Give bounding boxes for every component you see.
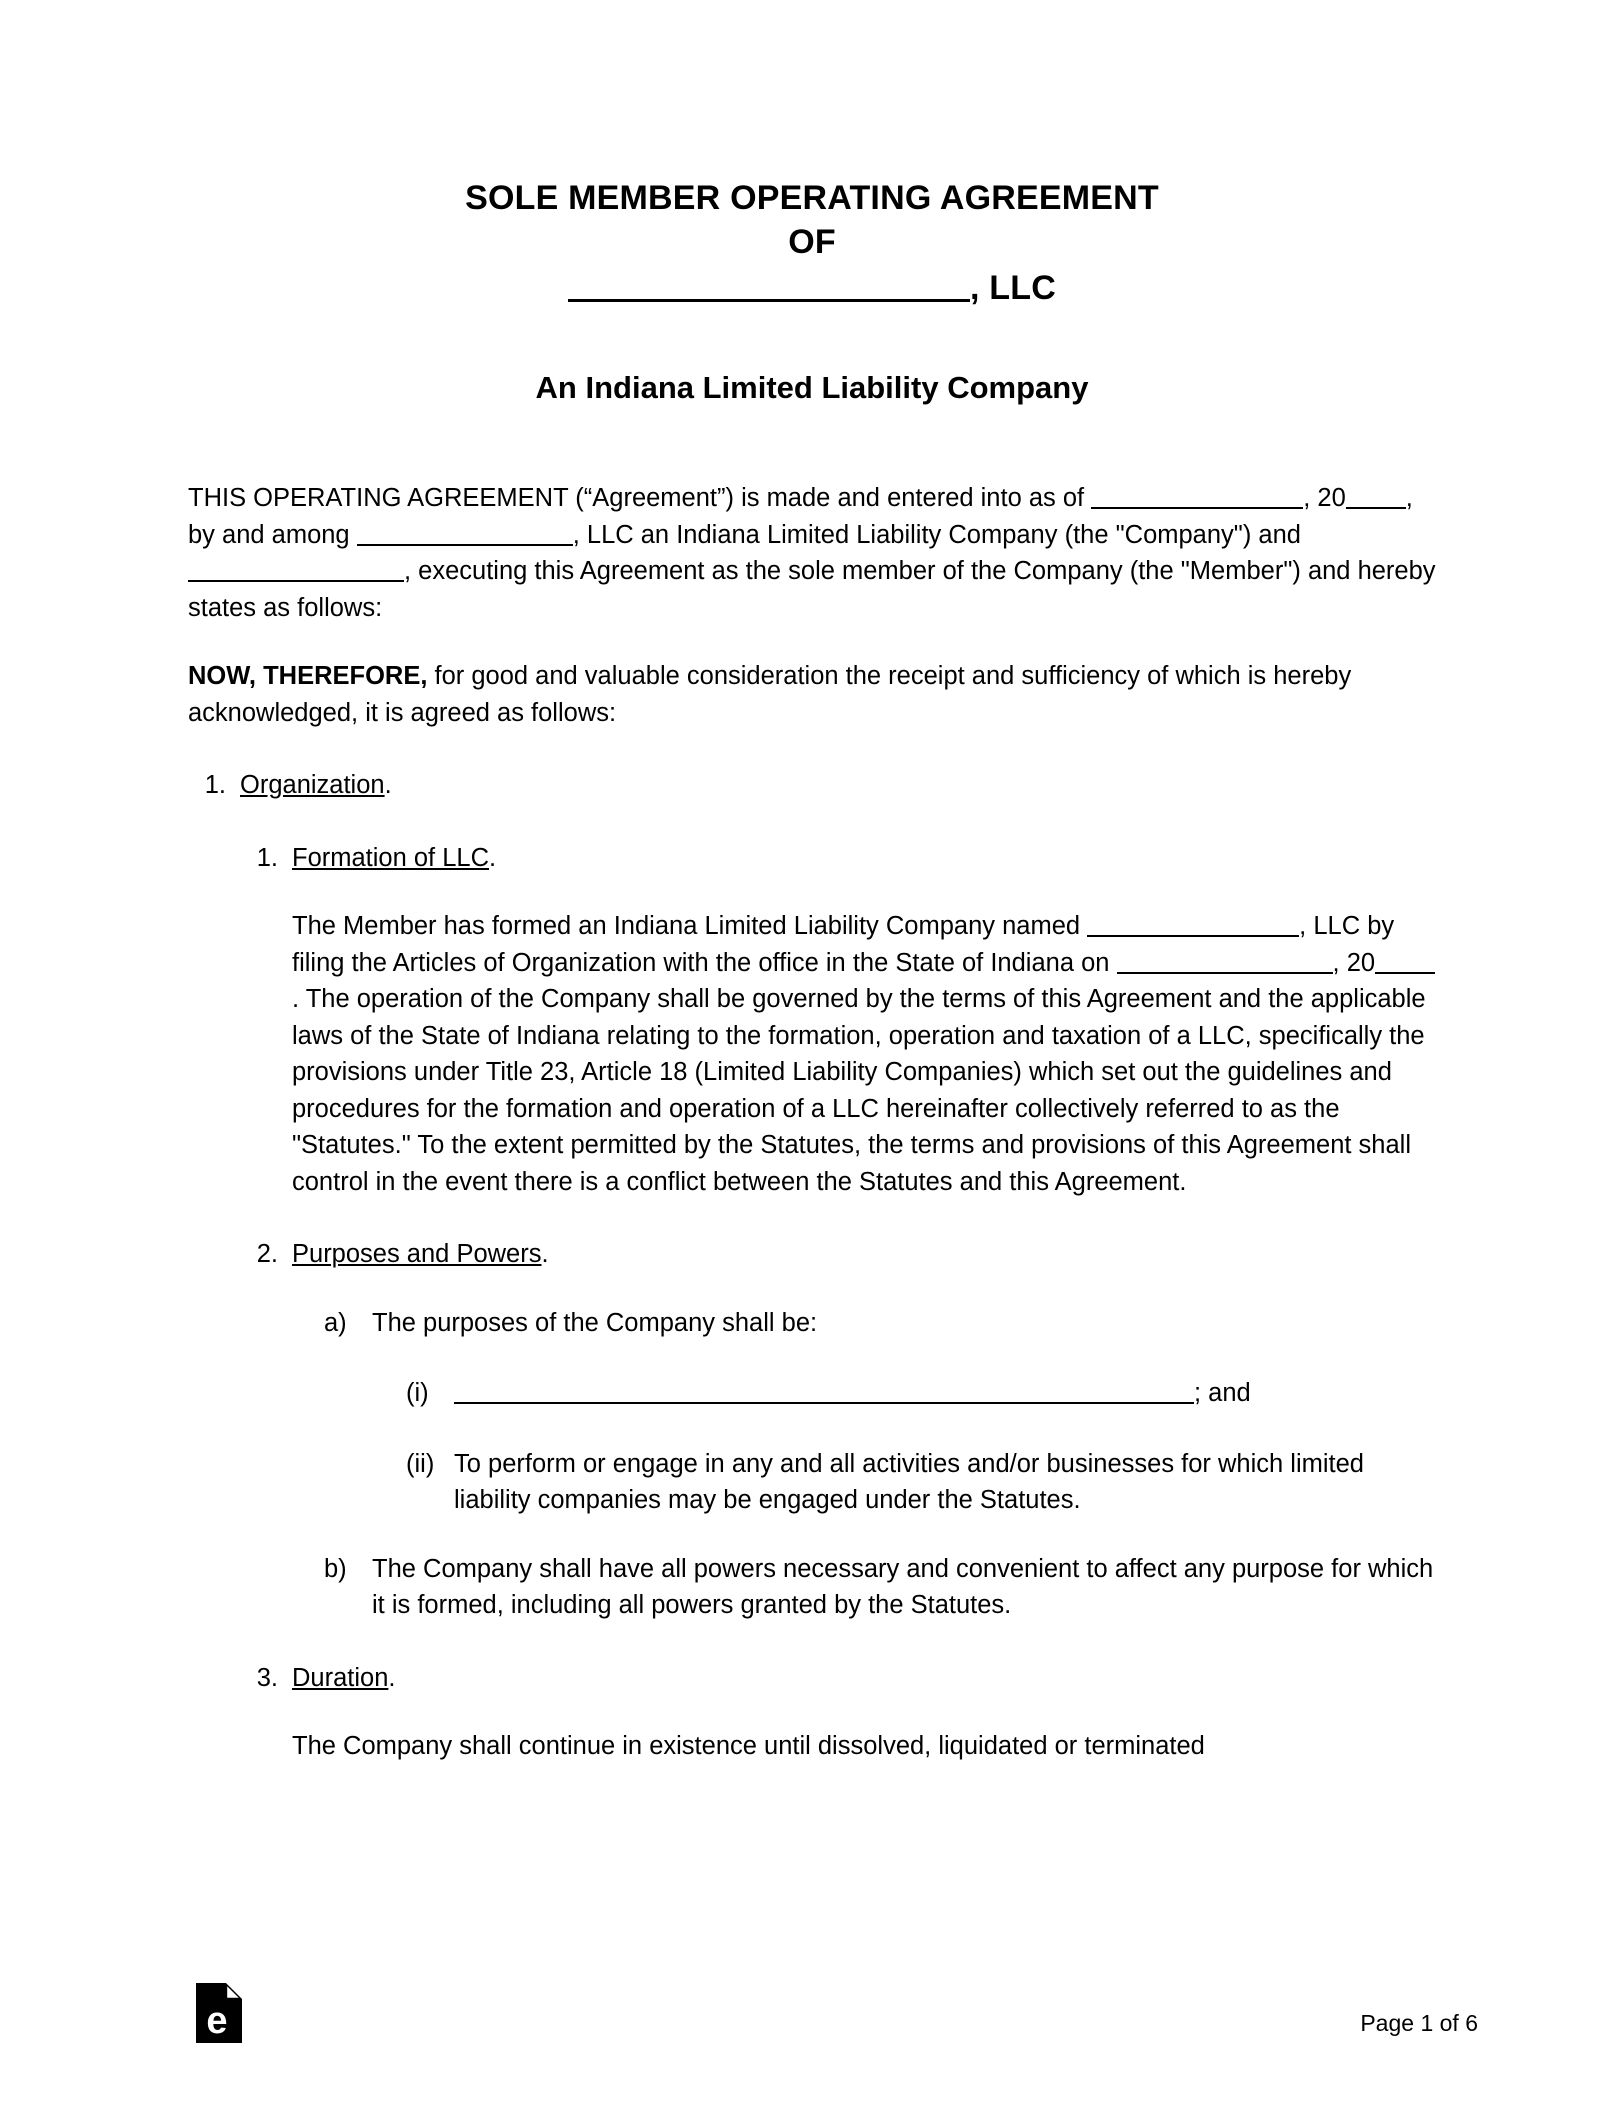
eforms-logo-icon[interactable] bbox=[196, 1983, 242, 2043]
duration-body-paragraph: The Company shall continue in existence until dissolved, liquidated or terminated bbox=[292, 1732, 1205, 1760]
title-llc-suffix: , LLC bbox=[970, 269, 1056, 307]
subsection-purposes-period: . bbox=[541, 1240, 549, 1268]
now-therefore-lead: NOW, THEREFORE, bbox=[188, 662, 428, 690]
intro-member-blank[interactable] bbox=[188, 580, 404, 582]
purposes-item-i bbox=[406, 1375, 1436, 1412]
subsection-purposes-marker: 2. bbox=[256, 1240, 278, 1268]
svg-text:e: e bbox=[206, 2000, 228, 2042]
formation-text-b: , LLC by filing the Articles of Organization with the office in the State of Indiana on bbox=[292, 912, 1395, 977]
purposes-item-b-marker: b) bbox=[324, 1554, 347, 1583]
purposes-item-i-suffix: ; and bbox=[1194, 1379, 1251, 1407]
intro-company-blank[interactable] bbox=[357, 544, 573, 546]
intro-text-d: , LLC an Indiana Limited Liability Company (the "Company") and bbox=[572, 520, 1301, 549]
formation-text-c: , 20 bbox=[1332, 948, 1376, 977]
section-organization-marker: 1. bbox=[204, 771, 226, 799]
subsection-formation-marker: 1. bbox=[256, 843, 278, 872]
purposes-item-ii-text: To perform or engage in any and all activities and/or businesses for which limited liability companies may be engaged under the Statutes. bbox=[454, 1449, 1364, 1514]
purposes-item-a-marker: a) bbox=[324, 1308, 347, 1337]
purpose-description-blank[interactable] bbox=[454, 1402, 1194, 1404]
subsection-formation-of-llc bbox=[240, 840, 1436, 1201]
purposes-item-ii-marker: (ii) bbox=[406, 1449, 435, 1478]
purposes-item-i-marker: (i) bbox=[406, 1379, 429, 1407]
document-content bbox=[188, 0, 1436, 1765]
purposes-item-ii bbox=[406, 1446, 1436, 1519]
title-line-primary: SOLE MEMBER OPERATING AGREEMENT bbox=[465, 179, 1159, 217]
subsection-duration-marker: 3. bbox=[256, 1663, 278, 1692]
now-therefore-paragraph bbox=[188, 658, 1436, 731]
intro-text-b: , 20 bbox=[1303, 484, 1346, 512]
formation-text-a: The Member has formed an Indiana Limited Liability Company named bbox=[292, 912, 1081, 940]
subsection-formation-heading: Formation of LLC bbox=[292, 843, 490, 872]
intro-date-blank[interactable] bbox=[1091, 507, 1303, 509]
section-organization bbox=[188, 767, 1436, 804]
formation-body-paragraph bbox=[292, 908, 1436, 1200]
subsection-purposes-and-powers bbox=[240, 1236, 1436, 1624]
purposes-item-a-text: The purposes of the Company shall be: bbox=[372, 1308, 818, 1337]
subsection-duration-heading: Duration bbox=[292, 1663, 389, 1692]
formation-company-blank[interactable] bbox=[1087, 935, 1299, 937]
title-line-of: OF bbox=[788, 223, 836, 261]
subsection-duration bbox=[240, 1660, 1436, 1765]
intro-paragraph bbox=[188, 480, 1436, 626]
intro-text-a: THIS OPERATING AGREEMENT (“Agreement”) is made and entered into as of bbox=[188, 484, 1085, 512]
intro-text-e: , executing this Agreement as the sole member of the Company (the "Member") and hereby states as follows: bbox=[188, 557, 1436, 622]
document-subtitle: An Indiana Limited Liability Company bbox=[535, 370, 1089, 405]
document-title-block bbox=[188, 0, 1436, 310]
formation-year-blank[interactable] bbox=[1375, 972, 1435, 974]
section-organization-heading: Organization bbox=[240, 771, 385, 799]
purposes-item-b-text: The Company shall have all powers necessary and convenient to affect any purpose for which it is formed, including all powers granted by the Statutes. bbox=[372, 1554, 1434, 1619]
formation-date-blank[interactable] bbox=[1117, 972, 1333, 974]
intro-text-c: , by and among bbox=[188, 484, 1413, 549]
company-name-blank[interactable] bbox=[568, 299, 970, 302]
formation-text-d: . The operation of the Company shall be governed by the terms of this Agreement and the applicable laws of the State of Indiana relating to the formation, operation and taxation of a LLC, specifically the provisions under Title 23, Article 18 (Limited Liability Companies) which set out the guidelines and procedures for the formation and operation of a LLC hereinafter collectively referred to as the "Statutes." To the extent permitted by the Statutes, the terms and provisions of this Agreement shall control in the event there is a conflict between the Statutes and this Agreement. bbox=[292, 985, 1426, 1196]
purposes-item-a bbox=[324, 1305, 1436, 1519]
subsection-duration-period: . bbox=[388, 1663, 396, 1692]
section-organization-period: . bbox=[384, 771, 392, 799]
now-therefore-rest: for good and valuable consideration the receipt and sufficiency of which is hereby acknowledged, it is agreed as follows: bbox=[188, 662, 1352, 727]
page-number-label: Page 1 of 6 bbox=[1360, 2010, 1478, 2036]
purposes-item-b bbox=[324, 1551, 1436, 1624]
subsection-formation-period: . bbox=[489, 843, 497, 872]
subsection-purposes-heading: Purposes and Powers bbox=[292, 1240, 542, 1268]
title-line-company bbox=[188, 266, 1436, 310]
intro-year-blank[interactable] bbox=[1346, 507, 1406, 509]
page-footer bbox=[188, 1983, 1478, 2043]
